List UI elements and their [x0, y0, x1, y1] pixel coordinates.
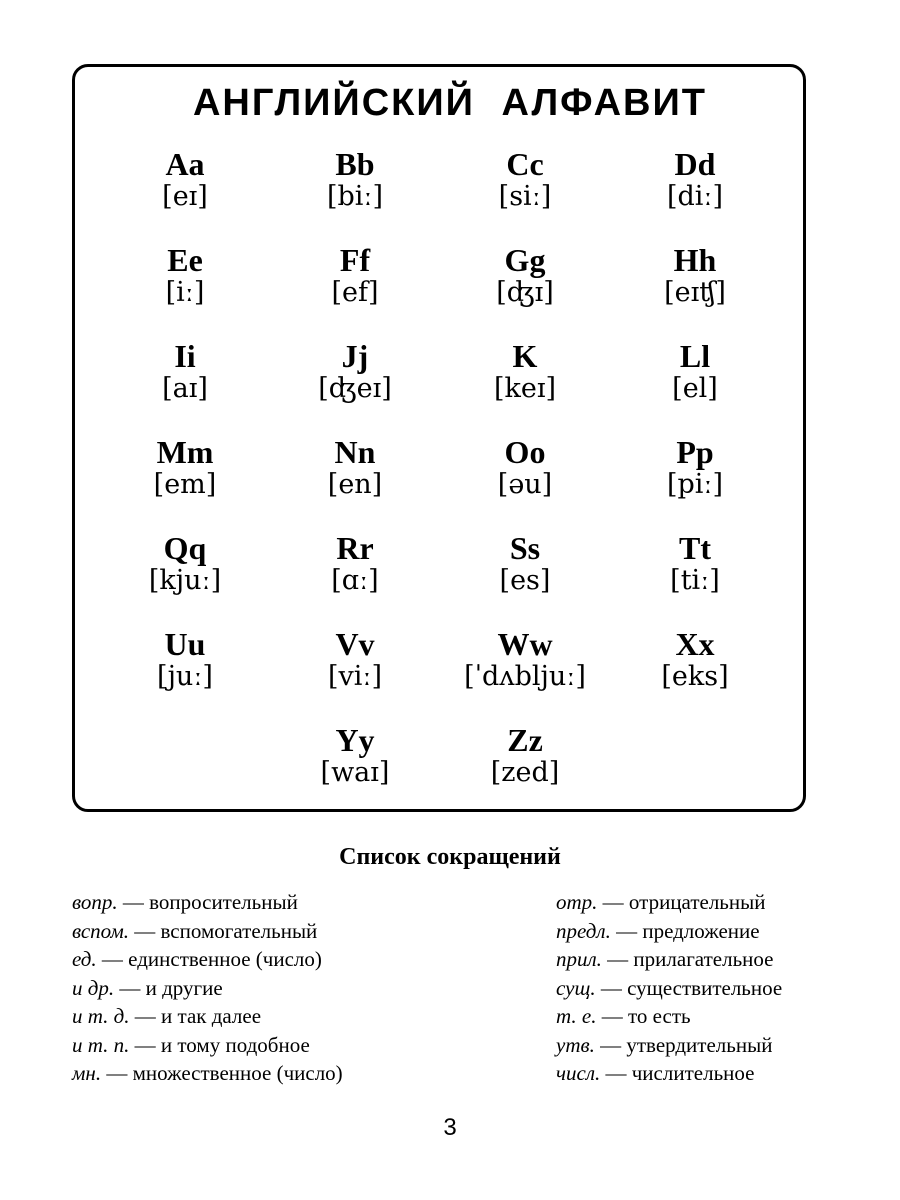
- abbreviation-meaning: — утвердительный: [600, 1032, 773, 1057]
- letter-transcription: [ʤɪ]: [496, 277, 554, 308]
- letter-glyph: K: [512, 338, 538, 374]
- letter-transcription: [es]: [499, 565, 551, 596]
- letter-glyph: Ee: [167, 242, 203, 278]
- abbreviation-meaning: — единственное (число): [101, 947, 322, 971]
- letter-glyph: Jj: [341, 338, 369, 374]
- abbreviations-right-column: [556, 888, 782, 1088]
- abbreviation-meaning: — множественное (число): [106, 1061, 343, 1085]
- abbreviation-item: [556, 974, 782, 1003]
- letter-transcription: [tiː]: [670, 565, 720, 596]
- letter-transcription: [ˈdʌbljuː]: [464, 661, 586, 692]
- letter-cell: [610, 434, 780, 530]
- letter-cell: [270, 722, 440, 818]
- letter-glyph: Tt: [679, 530, 711, 566]
- letter-cell: [100, 242, 270, 338]
- letter-cell: [610, 626, 780, 722]
- letter-cell: [610, 146, 780, 242]
- letter-glyph: Nn: [334, 434, 376, 470]
- page-title: АНГЛИЙСКИЙ АЛФАВИТ: [192, 82, 708, 124]
- abbreviation-term: т. е.: [556, 1004, 597, 1028]
- abbreviation-item: [556, 888, 782, 917]
- abbreviation-item: [72, 974, 343, 1003]
- letter-cell: [270, 530, 440, 626]
- abbreviation-item: [72, 1002, 343, 1031]
- page-number: 3: [443, 1114, 457, 1141]
- abbreviation-term: вспом.: [72, 918, 130, 943]
- letter-glyph: Ff: [339, 242, 371, 278]
- abbreviation-item: [556, 1031, 782, 1060]
- letter-cell: [100, 530, 270, 626]
- abbreviation-item: [72, 1059, 343, 1088]
- letter-cell: [270, 338, 440, 434]
- letter-transcription: [eks]: [661, 661, 729, 692]
- abbreviation-term: и т. п.: [72, 1032, 130, 1057]
- letter-glyph: Rr: [336, 530, 374, 566]
- letter-glyph: Cc: [506, 146, 544, 182]
- letter-cell: [270, 242, 440, 338]
- abbreviation-term: и т. д.: [72, 1004, 130, 1028]
- abbreviation-item: [72, 888, 343, 917]
- letter-cell: [610, 242, 780, 338]
- letter-glyph: Hh: [673, 242, 717, 278]
- letter-cell: [440, 530, 610, 626]
- letter-glyph: Ss: [509, 530, 541, 566]
- letter-transcription: [biː]: [326, 181, 384, 212]
- letter-transcription: [el]: [672, 373, 718, 404]
- letter-glyph: Oo: [504, 434, 546, 470]
- letter-transcription: [ef]: [331, 277, 379, 308]
- letter-transcription: [eɪ]: [162, 181, 208, 212]
- abbreviation-meaning: — и так далее: [134, 1004, 262, 1028]
- letter-transcription: [keɪ]: [493, 373, 557, 404]
- letter-transcription: [en]: [327, 469, 383, 500]
- letter-glyph: Qq: [163, 530, 207, 566]
- letter-transcription: [ɑː]: [331, 565, 379, 596]
- letter-cell: [610, 338, 780, 434]
- abbreviation-meaning: — вопросительный: [122, 890, 298, 914]
- letter-glyph: Aa: [165, 146, 205, 182]
- letter-cell: [100, 146, 270, 242]
- abbreviations-left-column: [72, 888, 343, 1088]
- letter-cell: [270, 146, 440, 242]
- letter-transcription: [juː]: [157, 661, 213, 692]
- abbreviation-term: сущ.: [556, 975, 596, 1000]
- letter-transcription: [siː]: [498, 181, 552, 212]
- letter-cell: [100, 626, 270, 722]
- letter-cell: [440, 242, 610, 338]
- abbreviation-meaning: — прилагательное: [607, 947, 774, 971]
- letter-glyph: Uu: [164, 626, 206, 662]
- letter-glyph: Dd: [674, 146, 716, 182]
- abbreviation-meaning: — то есть: [601, 1004, 691, 1028]
- abbreviation-item: [72, 917, 343, 946]
- letter-transcription: [waɪ]: [320, 757, 390, 788]
- letter-glyph: Pp: [676, 434, 714, 470]
- letter-transcription: [iː]: [165, 277, 205, 308]
- letter-transcription: [ʤeɪ]: [318, 373, 392, 404]
- abbreviation-term: ед.: [72, 947, 97, 971]
- letter-transcription: [diː]: [666, 181, 724, 212]
- letter-cell: [440, 722, 610, 818]
- abbreviation-item: [72, 945, 343, 974]
- letter-cell: [610, 530, 780, 626]
- letter-cell: [440, 626, 610, 722]
- abbreviation-term: прил.: [556, 947, 602, 971]
- letter-transcription: [eɪʧ]: [664, 277, 726, 308]
- abbreviation-item: [556, 1059, 782, 1088]
- abbreviation-meaning: — отрицательный: [602, 890, 766, 914]
- letter-transcription: [kjuː]: [148, 565, 222, 596]
- letter-glyph: Bb: [335, 146, 375, 182]
- abbreviation-item: [556, 945, 782, 974]
- letter-transcription: [em]: [153, 469, 217, 500]
- abbreviation-item: [556, 917, 782, 946]
- letter-transcription: [əu]: [497, 469, 553, 500]
- abbreviations-title: Список сокращений: [339, 844, 561, 870]
- abbreviation-term: мн.: [72, 1061, 102, 1085]
- letter-glyph: Zz: [507, 722, 543, 758]
- letter-cell: [440, 338, 610, 434]
- alphabet-grid: [100, 146, 780, 818]
- abbreviation-meaning: — вспомогательный: [134, 918, 318, 943]
- abbreviation-meaning: — и другие: [119, 975, 223, 1000]
- abbreviation-item: [556, 1002, 782, 1031]
- letter-cell: [100, 338, 270, 434]
- letter-glyph: Gg: [504, 242, 546, 278]
- letter-glyph: Ii: [174, 338, 196, 374]
- letter-transcription: [piː]: [666, 469, 724, 500]
- abbreviation-term: отр.: [556, 890, 598, 914]
- letter-transcription: [viː]: [327, 661, 383, 692]
- letter-cell: [270, 434, 440, 530]
- letter-glyph: Ll: [679, 338, 711, 374]
- abbreviation-meaning: — предложение: [616, 918, 760, 943]
- abbreviation-item: [72, 1031, 343, 1060]
- abbreviation-meaning: — существительное: [600, 975, 783, 1000]
- abbreviation-term: предл.: [556, 918, 611, 943]
- abbreviation-term: и др.: [72, 975, 115, 1000]
- abbreviation-term: вопр.: [72, 890, 118, 914]
- abbreviation-meaning: — числительное: [605, 1061, 755, 1085]
- letter-glyph: Yy: [335, 722, 375, 758]
- abbreviation-term: числ.: [556, 1061, 601, 1085]
- letter-cell: [440, 434, 610, 530]
- abbreviation-meaning: — и тому подобное: [134, 1032, 310, 1057]
- letter-glyph: Mm: [156, 434, 214, 470]
- abbreviation-term: утв.: [556, 1032, 595, 1057]
- letter-transcription: [zed]: [490, 757, 560, 788]
- letter-transcription: [aɪ]: [162, 373, 208, 404]
- letter-glyph: Vv: [335, 626, 375, 662]
- letter-cell: [440, 146, 610, 242]
- letter-glyph: Xx: [675, 626, 715, 662]
- letter-cell: [270, 626, 440, 722]
- letter-glyph: Ww: [497, 626, 553, 662]
- letter-cell: [100, 434, 270, 530]
